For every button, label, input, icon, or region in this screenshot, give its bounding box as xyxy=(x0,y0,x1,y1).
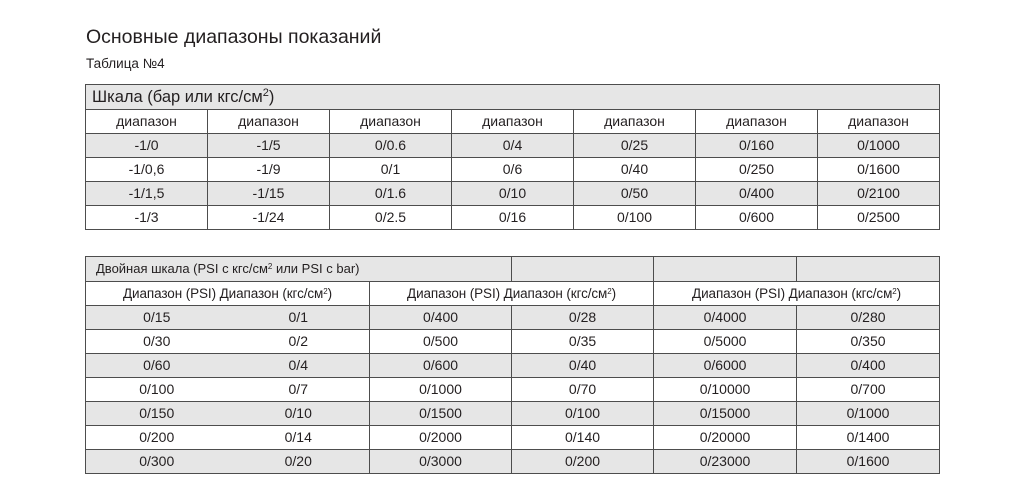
table-cell: 0/6000 xyxy=(654,354,797,378)
table-cell: 0/2.5 xyxy=(330,206,452,230)
table-cell: 0/7 xyxy=(228,378,370,402)
table-cell: 0/2100 xyxy=(818,182,940,206)
table-cell: 0/20000 xyxy=(654,426,797,450)
column-group-header xyxy=(370,282,654,306)
table-cell: 0/100 xyxy=(574,206,696,230)
psi-range-header: Диапазон (PSI) xyxy=(123,286,216,301)
table-caption-row xyxy=(86,257,940,282)
table-cell: -1/15 xyxy=(208,182,330,206)
table-cell: 0/25 xyxy=(574,134,696,158)
table-cell: -1/9 xyxy=(208,158,330,182)
table-cell: 0/1600 xyxy=(797,450,940,474)
psi-range-header: Диапазон (PSI) xyxy=(407,286,500,301)
table-cell: 0/60 xyxy=(86,354,228,378)
table-cell: 0/4000 xyxy=(654,306,797,330)
table-row xyxy=(86,158,940,182)
table-cell: 0/50 xyxy=(574,182,696,206)
table-cell: 0/10 xyxy=(228,402,370,426)
table-row xyxy=(86,134,940,158)
table-row xyxy=(86,206,940,230)
psi-range-header: Диапазон (PSI) xyxy=(692,286,786,301)
table-cell: 0/350 xyxy=(797,330,940,354)
table-cell: -1/0 xyxy=(86,134,208,158)
table-caption-row xyxy=(86,85,940,110)
table-cell: 0/700 xyxy=(797,378,940,402)
table-cell: 0/200 xyxy=(512,450,654,474)
table-cell: 0/280 xyxy=(797,306,940,330)
table-row xyxy=(86,354,940,378)
table-cell: 0/4 xyxy=(228,354,370,378)
table-cell: 0/16 xyxy=(452,206,574,230)
table-cell: 0/400 xyxy=(696,182,818,206)
header-close: ) xyxy=(896,286,902,301)
column-header: диапазон xyxy=(696,110,818,134)
table-cell: 0/15 xyxy=(86,306,228,330)
caption-close: или PSI с bar) xyxy=(272,261,360,276)
table-header-row xyxy=(86,282,940,306)
table-row xyxy=(86,306,940,330)
table-cell: 0/1500 xyxy=(370,402,512,426)
header-close: ) xyxy=(327,286,332,301)
table-cell: 0/100 xyxy=(512,402,654,426)
table-cell: -1/0,6 xyxy=(86,158,208,182)
table-cell: -1/5 xyxy=(208,134,330,158)
table-cell: 0/200 xyxy=(86,426,228,450)
table-cell: 0/4 xyxy=(452,134,574,158)
kgf-range-header: Диапазон (кгс/см xyxy=(788,286,893,301)
table-cell: 0/2000 xyxy=(370,426,512,450)
table-row xyxy=(86,426,940,450)
header-superscript: 2 xyxy=(323,287,328,296)
table-cell: 0/1600 xyxy=(818,158,940,182)
table-cell: 0/150 xyxy=(86,402,228,426)
column-group-header xyxy=(86,282,370,306)
scale-ranges-table xyxy=(85,84,940,230)
column-header: диапазон xyxy=(818,110,940,134)
table-cell: 0/300 xyxy=(86,450,228,474)
table-cell: 0/2500 xyxy=(818,206,940,230)
page-title: Основные диапазоны показаний xyxy=(86,26,382,48)
table-cell: 0/0.6 xyxy=(330,134,452,158)
empty-caption-cell xyxy=(797,257,940,282)
table-row xyxy=(86,402,940,426)
caption-text: Шкала (бар или кгс/см xyxy=(92,88,263,106)
table-cell: 0/40 xyxy=(574,158,696,182)
table-cell: 0/140 xyxy=(512,426,654,450)
table-cell: 0/400 xyxy=(797,354,940,378)
header-superscript: 2 xyxy=(607,287,612,296)
header-superscript: 2 xyxy=(892,287,897,296)
table-cell: 0/600 xyxy=(696,206,818,230)
table-cell: 0/3000 xyxy=(370,450,512,474)
column-header: диапазон xyxy=(574,110,696,134)
table-cell: -1/1,5 xyxy=(86,182,208,206)
table-cell: 0/250 xyxy=(696,158,818,182)
column-header: диапазон xyxy=(208,110,330,134)
table-cell: 0/23000 xyxy=(654,450,797,474)
table-row xyxy=(86,378,940,402)
table-cell: 0/70 xyxy=(512,378,654,402)
header-close: ) xyxy=(611,286,616,301)
table-row xyxy=(86,182,940,206)
table-cell: 0/6 xyxy=(452,158,574,182)
table-cell: 0/10000 xyxy=(654,378,797,402)
caption-superscript: 2 xyxy=(262,87,269,99)
table-cell: 0/160 xyxy=(696,134,818,158)
table-cell: 0/10 xyxy=(452,182,574,206)
table-cell: 0/2 xyxy=(228,330,370,354)
column-header: диапазон xyxy=(86,110,208,134)
table-cell: 0/5000 xyxy=(654,330,797,354)
dual-scale-ranges-table xyxy=(85,256,940,474)
table-cell: 0/14 xyxy=(228,426,370,450)
kgf-range-header: Диапазон (кгс/см xyxy=(219,286,324,301)
table-number-label: Таблица №4 xyxy=(86,56,165,71)
table-cell: 0/600 xyxy=(370,354,512,378)
table-cell: 0/40 xyxy=(512,354,654,378)
empty-caption-cell xyxy=(654,257,797,282)
table-cell: 0/1400 xyxy=(797,426,940,450)
table-cell: -1/24 xyxy=(208,206,330,230)
table-cell: 0/500 xyxy=(370,330,512,354)
empty-caption-cell xyxy=(512,257,654,282)
table-cell: 0/100 xyxy=(86,378,228,402)
column-header: диапазон xyxy=(330,110,452,134)
table-cell: 0/1000 xyxy=(797,402,940,426)
table-cell: 0/400 xyxy=(370,306,512,330)
table-cell: -1/3 xyxy=(86,206,208,230)
table-cell: 0/1 xyxy=(330,158,452,182)
table-cell: 0/28 xyxy=(512,306,654,330)
table-cell: 0/35 xyxy=(512,330,654,354)
table-cell: 0/1000 xyxy=(818,134,940,158)
caption-close: ) xyxy=(268,88,275,106)
table-header-row xyxy=(86,110,940,134)
table-cell: 0/15000 xyxy=(654,402,797,426)
caption-superscript: 2 xyxy=(267,262,273,271)
kgf-range-header: Диапазон (кгс/см xyxy=(503,286,608,301)
column-group-header xyxy=(654,282,940,306)
table-row xyxy=(86,330,940,354)
table-cell: 0/1000 xyxy=(370,378,512,402)
scale-table-caption xyxy=(86,85,940,110)
table-cell: 0/1.6 xyxy=(330,182,452,206)
column-header: диапазон xyxy=(452,110,574,134)
table-cell: 0/20 xyxy=(228,450,370,474)
table-cell: 0/1 xyxy=(228,306,370,330)
table-cell: 0/30 xyxy=(86,330,228,354)
dual-scale-caption xyxy=(86,257,512,282)
table-row xyxy=(86,450,940,474)
caption-text: Двойная шкала (PSI с кгс/см xyxy=(96,261,268,276)
